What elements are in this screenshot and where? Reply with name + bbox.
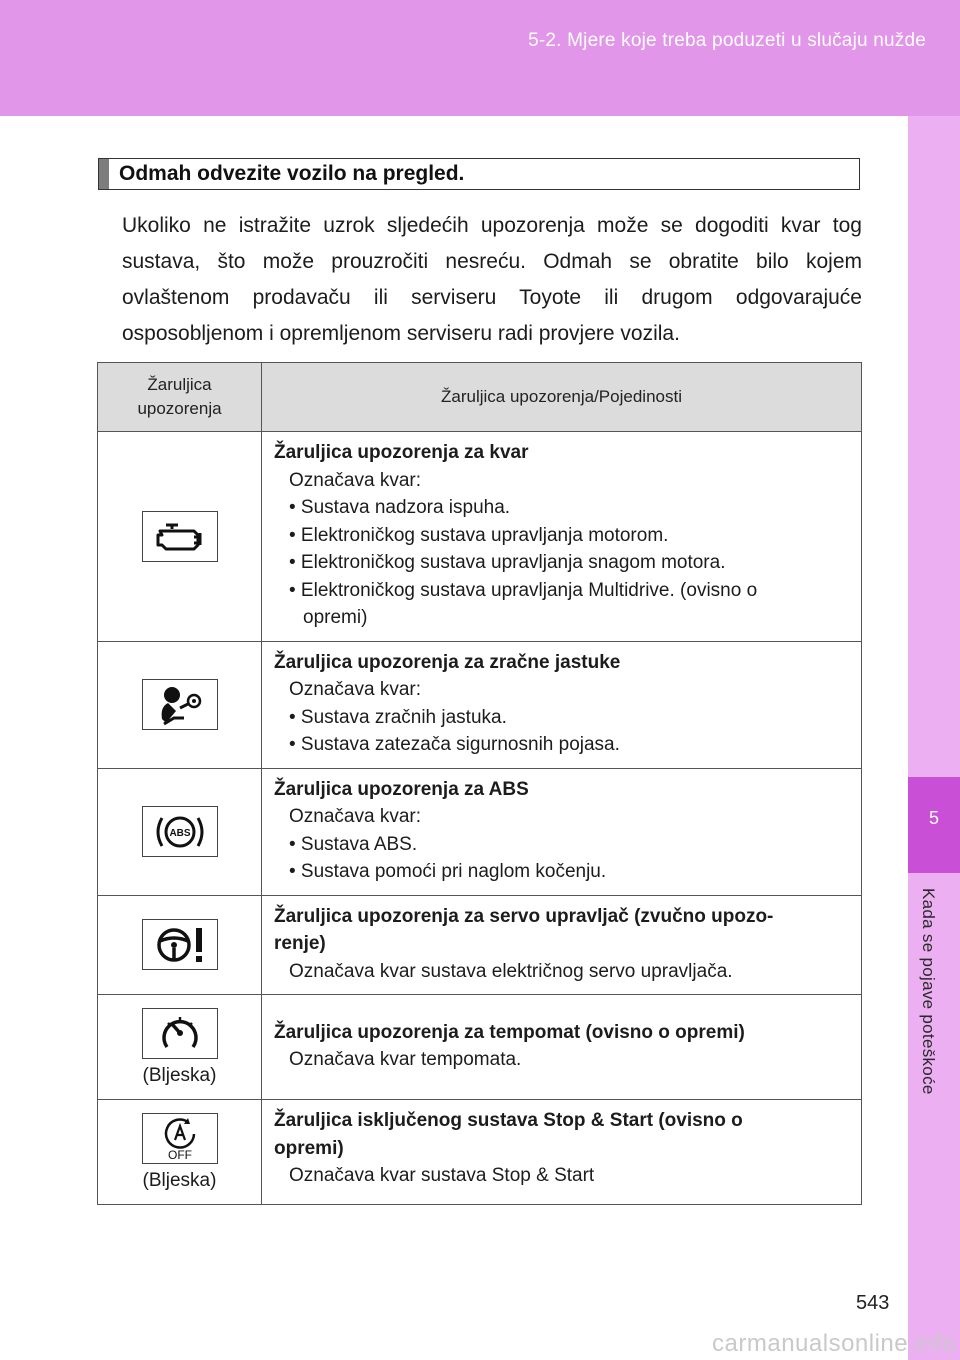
details-cell bbox=[262, 895, 862, 995]
table-row bbox=[98, 895, 862, 995]
lamp-bullet: • Sustava zatezača sigurnosnih pojasa. bbox=[289, 734, 620, 755]
lamp-title: Žaruljica upozorenja za servo upravljač (zvučno upozo- bbox=[274, 905, 774, 927]
check-engine-icon bbox=[142, 511, 218, 562]
chapter-number: 5 bbox=[928, 808, 939, 828]
lamp-bullet: • Sustava pomoći pri naglom kočenju. bbox=[289, 861, 607, 882]
section-heading-text: Odmah odvezite vozilo na pregled. bbox=[119, 162, 465, 185]
blink-note: (Bljeska) bbox=[142, 1064, 217, 1086]
lamp-title: Žaruljica upozorenja za tempomat (ovisno o opremi) bbox=[274, 1021, 745, 1043]
lamp-title-continued: opremi) bbox=[274, 1137, 344, 1159]
lamp-title-continued: renje) bbox=[274, 933, 326, 954]
airbag-icon bbox=[142, 679, 218, 730]
svg-text:OFF: OFF bbox=[167, 1148, 192, 1162]
lamp-bullet: • Sustava nadzora ispuha. bbox=[289, 497, 511, 518]
lamp-bullet: • Sustava zračnih jastuka. bbox=[289, 706, 507, 728]
lamp-indicates: Označava kvar tempomata. bbox=[289, 1049, 522, 1070]
table-row bbox=[98, 768, 862, 895]
power-steering-icon bbox=[142, 919, 218, 970]
lamp-indicates: Označava kvar: bbox=[289, 806, 421, 827]
lamp-title: Žaruljica upozorenja za ABS bbox=[274, 778, 529, 800]
table-header-lamp: Žaruljica upozorenja bbox=[98, 363, 262, 432]
lamp-bullet: • Elektroničkog sustava upravljanja snagom motora. bbox=[289, 552, 726, 573]
lamp-cell bbox=[98, 432, 262, 642]
table-row bbox=[98, 995, 862, 1100]
lamp-title: Žaruljica isključenog sustava Stop & Start (ovisno o bbox=[274, 1110, 743, 1131]
section-heading bbox=[98, 158, 860, 190]
lamp-cell bbox=[98, 641, 262, 768]
table-header-row bbox=[98, 363, 862, 432]
lamp-cell bbox=[98, 1100, 262, 1205]
lamp-title: Žaruljica upozorenja za kvar bbox=[274, 442, 529, 463]
lamp-cell bbox=[98, 995, 262, 1100]
heading-accent bbox=[99, 159, 109, 189]
intro-paragraph: Ukoliko ne istražite uzrok sljedećih upozorenja može se dogoditi kvar tog sustava, što može prouzročiti nesreću. Odmah se obratite bilo kojem ovlaštenom prodavaču ili serviseru Toyote ili drugom odgovarajuće osposobljenom i opremljenom serviseru radi provjere vozila. bbox=[122, 214, 862, 345]
lamp-bullet: • Sustava ABS. bbox=[289, 833, 418, 855]
breadcrumb: 5-2. Mjere koje treba poduzeti u slučaju nužde bbox=[528, 30, 926, 51]
watermark: carmanualsonline.info bbox=[712, 1330, 956, 1357]
lamp-indicates: Označava kvar sustava električnog servo upravljača. bbox=[289, 960, 733, 982]
svg-text:ABS: ABS bbox=[168, 827, 191, 839]
lamp-cell bbox=[98, 895, 262, 995]
lamp-bullet: • Elektroničkog sustava upravljanja motorom. bbox=[289, 524, 669, 546]
cruise-control-icon bbox=[142, 1008, 218, 1059]
lamp-cell bbox=[98, 768, 262, 895]
table-row bbox=[98, 641, 862, 768]
table-row bbox=[98, 432, 862, 642]
page-number: 543 bbox=[856, 1292, 890, 1314]
table-row bbox=[98, 1100, 862, 1205]
warning-lamp-table bbox=[97, 362, 862, 1205]
details-cell bbox=[262, 1100, 862, 1205]
lamp-indicates: Označava kvar: bbox=[289, 679, 421, 700]
header-band bbox=[0, 0, 960, 116]
chapter-title: Kada se pojave poteškoće bbox=[919, 888, 938, 1095]
lamp-indicates: Označava kvar sustava Stop & Start bbox=[289, 1165, 595, 1186]
blink-note: (Bljeska) bbox=[142, 1169, 217, 1191]
lamp-bullet: • Elektroničkog sustava upravljanja Multidrive. (ovisno o bbox=[289, 579, 758, 601]
details-cell bbox=[262, 432, 862, 642]
table-header-details: Žaruljica upozorenja/Pojedinosti bbox=[262, 363, 862, 432]
details-cell bbox=[262, 641, 862, 768]
details-cell bbox=[262, 995, 862, 1100]
lamp-bullet-continued: opremi) bbox=[303, 607, 368, 628]
abs-icon bbox=[142, 806, 218, 857]
lamp-indicates: Označava kvar: bbox=[289, 469, 421, 491]
lamp-title: Žaruljica upozorenja za zračne jastuke bbox=[274, 651, 621, 673]
side-tab bbox=[908, 116, 960, 1360]
stop-start-off-icon bbox=[142, 1113, 218, 1164]
details-cell bbox=[262, 768, 862, 895]
